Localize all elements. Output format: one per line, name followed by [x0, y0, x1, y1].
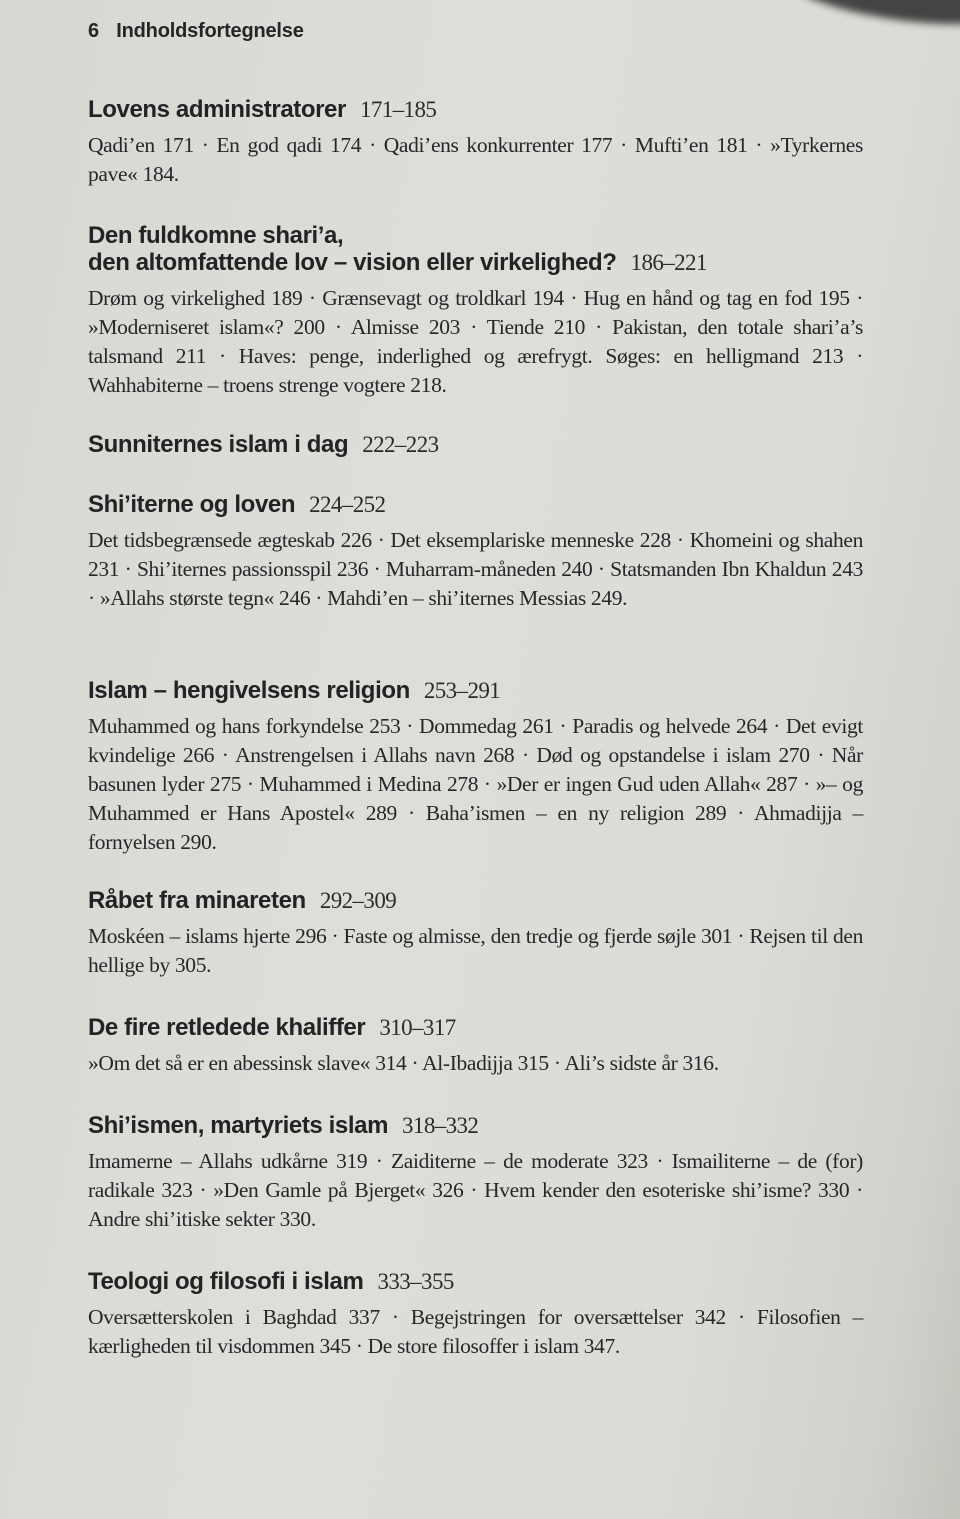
section-page-range: 292–309 [319, 888, 397, 913]
section-title [88, 1014, 863, 1041]
section-page-range: 222–223 [362, 432, 439, 457]
section-title-text: Lovens administratorer [88, 96, 346, 123]
toc-section-shiiterne-og-loven [88, 491, 863, 613]
toc-section-den-fuldkomne-sharia [88, 222, 863, 400]
section-page-range: 310–317 [379, 1015, 456, 1040]
toc-section-shiismen-martyriets-islam [88, 1112, 863, 1234]
section-entries: Imamerne – Allahs udkårne 319 · Zaiditerne – de moderate 323 · Ismailiterne – de (for) radikale 323 · »Den Gamle på Bjerget« 326 · Hvem kender den esoteriske shi’isme? 330 · Andre shi’itiske sekter 330. [88, 1149, 863, 1231]
section-title [88, 887, 863, 914]
section-entries: Muhammed og hans forkyndelse 253 · Dommedag 261 · Paradis og helvede 264 · Det evigt kvindelige 266 · Anstrengelsen i Allahs navn 268 · Død og opstandelse i islam 270 · Når basunen lyder 275 · Muhammed i Medina 278 · »Der er ingen Gud uden Allah« 287 · »– og Muhammed er Hans Apostel« 289 · Baha’ismen – en ny religion 289 · Ahmadijja – fornyelsen 290. [88, 714, 863, 854]
section-title-text: De fire retledede khaliffer [88, 1014, 366, 1041]
section-entries: Qadi’en 171 · En god qadi 174 · Qadi’ens konkurrenter 177 · Mufti’en 181 · »Tyrkernes pave« 184. [88, 133, 863, 186]
section-entries: Moskéen – islams hjerte 296 · Faste og almisse, den tredje og fjerde søjle 301 · Rejsen til den hellige by 305. [88, 924, 863, 977]
section-title-text: Råbet fra minareten [88, 887, 306, 914]
running-head-title: Indholdsfortegnelse [116, 20, 304, 42]
section-page-range: 171–185 [359, 97, 437, 122]
running-head [88, 20, 304, 43]
toc-section-sunniternes-islam [88, 431, 863, 458]
page-corner-shadow [777, 0, 960, 36]
section-title-text: Teologi og filosofi i islam [88, 1268, 364, 1295]
section-title [88, 1112, 863, 1139]
toc-section-lovens-administratorer [88, 96, 863, 189]
toc-section-de-fire-retledede-khaliffer [88, 1014, 863, 1078]
toc-section-rabet-fra-minareten [88, 887, 863, 980]
section-title-text: Islam – hengivelsens religion [88, 677, 410, 704]
section-page-range: 224–252 [309, 492, 386, 517]
section-entries: Oversætterskolen i Baghdad 337 · Begejstringen for oversættelser 342 · Filosofien – kærligheden til visdommen 345 · De store filosoffer i islam 347. [88, 1305, 863, 1358]
section-title [88, 491, 863, 518]
page-number: 6 [88, 20, 99, 42]
section-title-text: Shi’iterne og loven [88, 491, 296, 518]
section-page-range: 186–221 [630, 250, 707, 275]
section-entries: Drøm og virkelighed 189 · Grænsevagt og troldkarl 194 · Hug en hånd og tag en fod 195 · »Moderniseret islam«? 200 · Almisse 203 · Tiende 210 · Pakistan, den totale shari’a’s talsmand 211 · Haves: penge, inderlighed og ærefrygt. Søges: en helligmand 213 · Wahhabiterne – troens strenge vogtere 218. [88, 286, 863, 397]
section-page-range: 333–355 [377, 1269, 454, 1294]
section-page-range: 253–291 [423, 678, 501, 703]
section-title [88, 431, 863, 458]
section-title [88, 222, 863, 276]
section-title-text: Sunniternes islam i dag [88, 431, 349, 458]
section-title [88, 1268, 863, 1295]
section-title-line1: Den fuldkomne shari’a, [88, 222, 344, 249]
section-title [88, 677, 863, 704]
toc-section-teologi-og-filosofi [88, 1268, 863, 1361]
toc-section-islam-hengivelsens-religion [88, 677, 863, 857]
section-entries: Det tidsbegrænsede ægteskab 226 · Det eksemplariske menneske 228 · Khomeini og shahen 231 · Shi’iternes passionsspil 236 · Muharram-måneden 240 · Statsmanden Ibn Khaldun 243 · »Allahs største tegn« 246 · Mahdi’en – shi’iternes Messias 249. [88, 528, 863, 610]
section-title-text: Shi’ismen, martyriets islam [88, 1112, 389, 1139]
section-title-line2: den altomfattende lov – vision eller virkelighed? [88, 249, 617, 276]
section-page-range: 318–332 [402, 1113, 479, 1138]
section-title [88, 96, 863, 123]
section-entries: »Om det så er en abessinsk slave« 314 · Al-Ibadijja 315 · Ali’s sidste år 316. [88, 1051, 719, 1075]
